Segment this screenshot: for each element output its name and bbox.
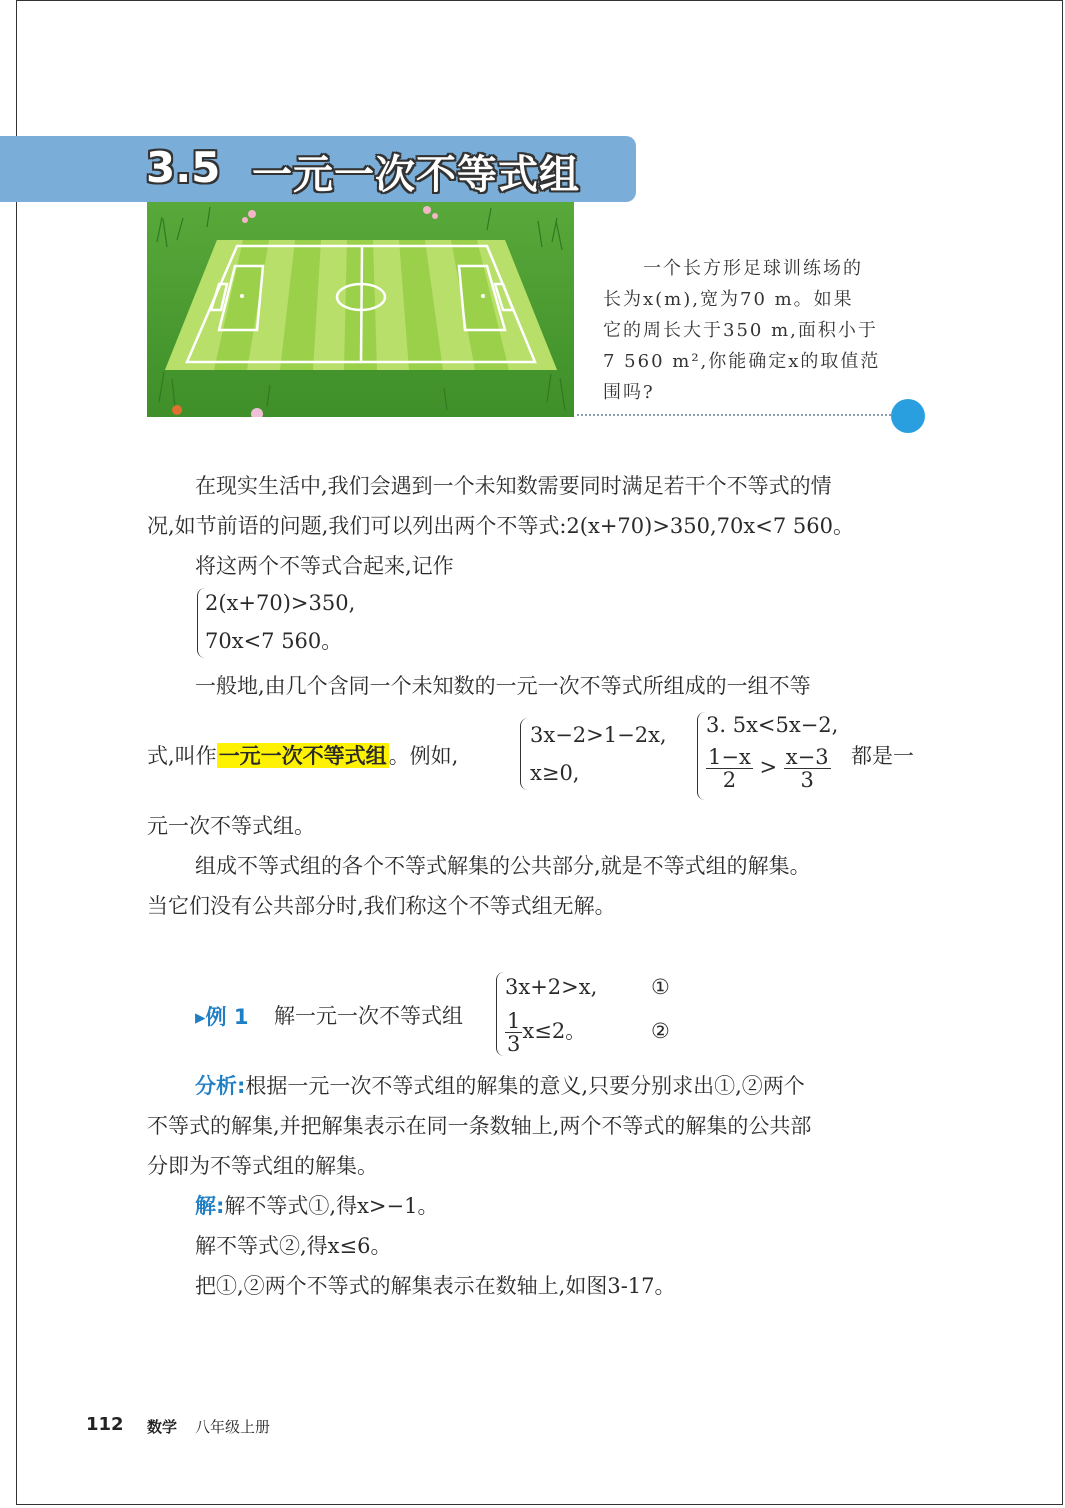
brace bbox=[496, 972, 505, 1056]
brace bbox=[520, 718, 529, 790]
analysis-block bbox=[147, 1066, 927, 1306]
intro-line: 长为x(m),宽为70 m。如果 bbox=[603, 289, 854, 310]
example-system bbox=[505, 968, 685, 1055]
denominator: 3 bbox=[507, 1032, 521, 1056]
text-line: 将这两个不等式合起来,记作 bbox=[195, 554, 454, 578]
soccer-field-illustration bbox=[147, 202, 574, 417]
text-span: 根据一元一次不等式组的解集的意义,只要分别求出①,②两个 bbox=[245, 1074, 805, 1098]
text-span: 解不等式①,得x>−1。 bbox=[224, 1194, 439, 1218]
fraction bbox=[505, 1010, 522, 1055]
inequality: 3x−2>1−2x, bbox=[530, 723, 667, 747]
inequality: 3. 5x<5x−2, bbox=[706, 713, 839, 737]
inequality: 3x+2>x, bbox=[505, 975, 598, 999]
paragraph-intro bbox=[147, 466, 927, 586]
analysis-label: 分析: bbox=[195, 1074, 246, 1098]
intro-line: 7 560 m²,你能确定x的取值范 bbox=[603, 351, 881, 372]
intro-question bbox=[603, 253, 893, 408]
text-line: 当它们没有公共部分时,我们称这个不等式组无解。 bbox=[147, 894, 616, 918]
definition-line-1 bbox=[147, 666, 927, 706]
text-line: 组成不等式组的各个不等式解集的公共部分,就是不等式组的解集。 bbox=[195, 854, 811, 878]
text-line: 解不等式②,得x≤6。 bbox=[195, 1234, 392, 1258]
inequality: x≥0, bbox=[530, 761, 580, 785]
page-number: 112 bbox=[86, 1414, 124, 1435]
text-line: 况,如节前语的问题,我们可以列出两个不等式:2(x+70)>350,70x<7 560。 bbox=[147, 514, 854, 538]
example-system-a bbox=[530, 716, 667, 792]
definition-tail: 都是一 bbox=[851, 744, 914, 768]
dotted-divider bbox=[577, 414, 895, 416]
denominator: 3 bbox=[800, 768, 814, 792]
footer-book-title: 八年级上册 bbox=[195, 1418, 271, 1436]
operator: > bbox=[759, 755, 778, 779]
inequality: 70x<7 560。 bbox=[205, 629, 343, 653]
key-term-highlight: 一元一次不等式组 bbox=[218, 743, 387, 768]
text-span: 。例如, bbox=[388, 744, 459, 768]
example-label: ▸例 1 bbox=[195, 1005, 249, 1029]
fraction bbox=[784, 746, 831, 791]
intro-line: 它的周长大于350 m,面积小于 bbox=[603, 320, 878, 341]
definition-line-2 bbox=[147, 736, 458, 776]
inequality-system-1 bbox=[205, 584, 355, 660]
numerator: x−3 bbox=[785, 745, 829, 769]
section-title: 一元一次不等式组 bbox=[252, 152, 580, 198]
text-span: 式,叫作 bbox=[147, 744, 217, 768]
text-line: 元一次不等式组。 bbox=[147, 814, 315, 838]
example-system-b bbox=[706, 706, 838, 791]
text-line: 在现实生活中,我们会遇到一个未知数需要同时满足若干个不等式的情 bbox=[195, 474, 832, 498]
footer-subject: 数学 bbox=[147, 1418, 178, 1436]
fraction bbox=[706, 746, 753, 791]
decorative-dot bbox=[891, 399, 925, 433]
text-line: 一般地,由几个含同一个未知数的一元一次不等式所组成的一组不等 bbox=[195, 674, 811, 698]
solution-label: 解: bbox=[195, 1194, 225, 1218]
numerator: 1 bbox=[507, 1009, 521, 1033]
text-line: 不等式的解集,并把解集表示在同一条数轴上,两个不等式的解集的公共部 bbox=[147, 1114, 812, 1138]
text-line: 把①,②两个不等式的解集表示在数轴上,如图3-17。 bbox=[195, 1274, 676, 1298]
text-line: 分即为不等式组的解集。 bbox=[147, 1154, 378, 1178]
intro-line: 一个长方形足球训练场的 bbox=[643, 258, 863, 279]
example-prompt: 解一元一次不等式组 bbox=[274, 1004, 463, 1028]
definition-line-3 bbox=[147, 806, 927, 926]
inequality: x≤2。 bbox=[522, 1019, 587, 1043]
circled-marker: ② bbox=[651, 1019, 670, 1043]
circled-marker: ① bbox=[651, 975, 670, 999]
denominator: 2 bbox=[722, 768, 737, 792]
numerator: 1−x bbox=[708, 745, 751, 769]
intro-line: 围吗? bbox=[603, 382, 655, 403]
section-number: 3.5 bbox=[146, 143, 221, 192]
brace bbox=[697, 712, 706, 800]
inequality: 2(x+70)>350, bbox=[205, 591, 356, 615]
